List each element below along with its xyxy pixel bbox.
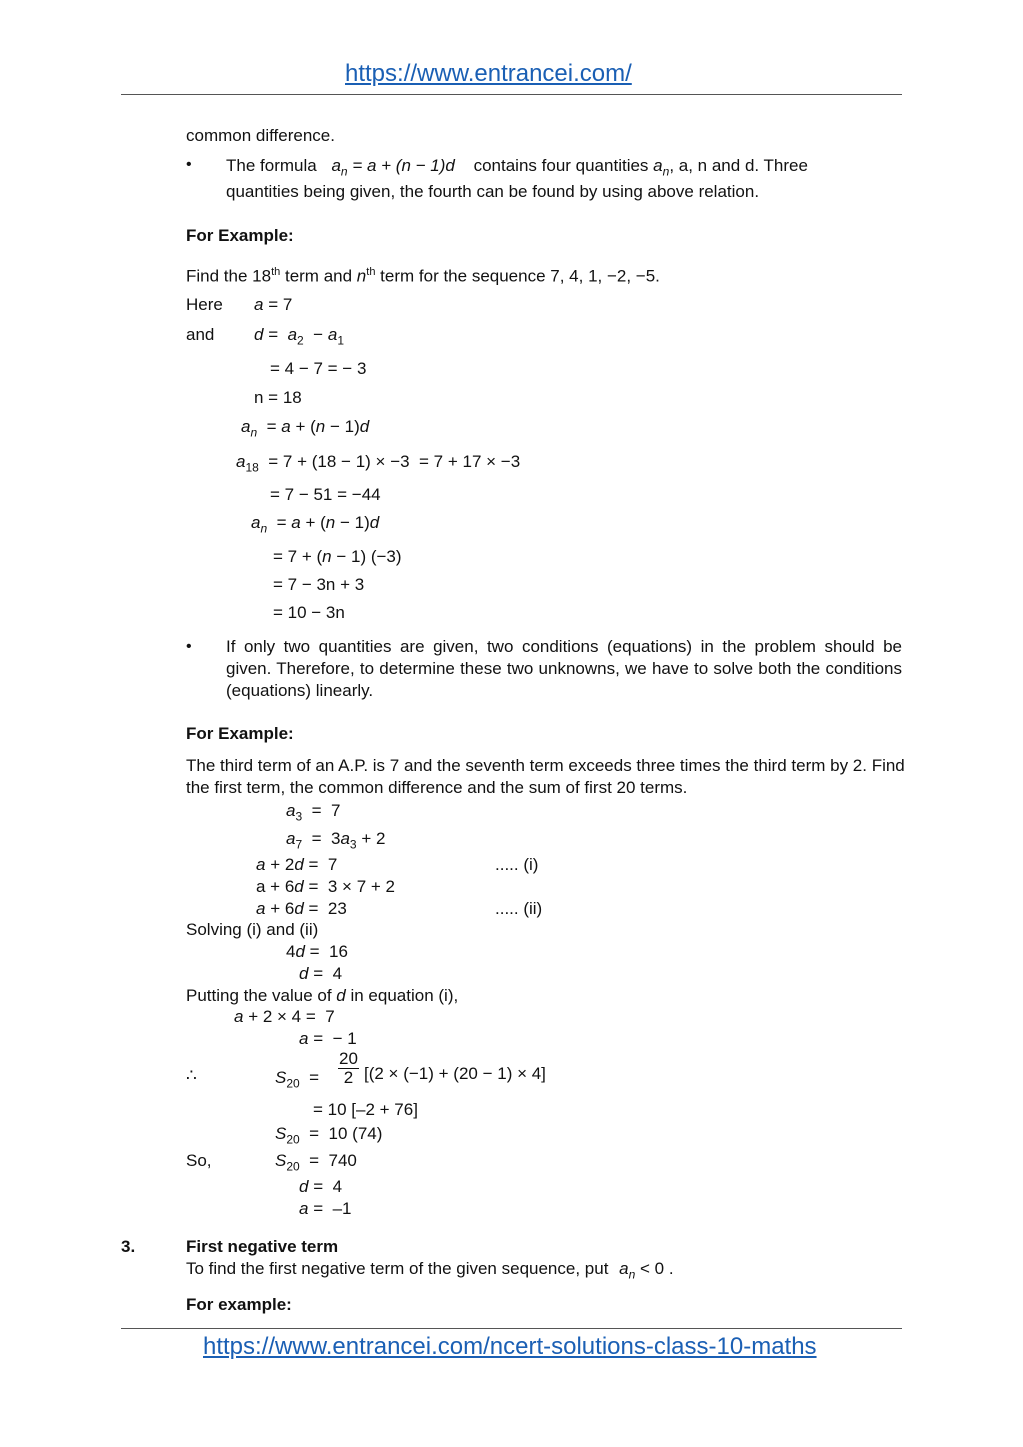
ex2-r12: $S_{20} = 740$ xyxy=(275,1151,357,1174)
ex2-r8: a + 2 × 4 = 7 xyxy=(234,1007,335,1026)
ex1-line1: = 4 − 7 = − 3 xyxy=(270,359,367,378)
ex2-r3: a + 2d = 7 xyxy=(256,855,338,874)
ex2-r4: a + 6d = 3 × 7 + 2 xyxy=(256,877,395,896)
d-eq: $d = a_2 - a_1$ xyxy=(254,325,344,348)
section3-title: First negative term xyxy=(186,1237,339,1256)
ex2-r5-tag: ..... (ii) xyxy=(495,899,543,918)
ex2-r14: a = –1 xyxy=(299,1199,352,1218)
ex1-line5: = 7 − 51 = −44 xyxy=(270,485,381,504)
ex2-r13: d = 4 xyxy=(299,1177,343,1196)
footer-rule xyxy=(121,1328,902,1329)
bullet1-line1: The formula $a_n = a + (n - 1)d$ contains four quantities $a_n$, a, n and d. Three xyxy=(226,156,808,179)
section3-example: For example: xyxy=(186,1295,292,1314)
example2-heading: For Example: xyxy=(186,724,294,743)
example1-heading: For Example: xyxy=(186,226,294,245)
s20-lhs: $S_{20}$ = xyxy=(275,1068,320,1091)
ex2-r7: d = 4 xyxy=(299,964,343,983)
putting-label: Putting the value of d in equation (i), xyxy=(186,986,459,1005)
section3-number: 3. xyxy=(121,1237,136,1256)
ex2-r2: $a_7 = 3a_3 + 2$ xyxy=(286,829,386,852)
header-rule xyxy=(121,94,902,95)
ex1-line3: $a_n = a + (n - 1)d$ xyxy=(241,417,370,440)
a-eq: a = 7 xyxy=(254,295,293,314)
ex1-line4: $a_{18} = 7 + (18 - 1) \times -3 = 7 + 17 \times -3$ xyxy=(236,452,521,475)
therefore-symbol: ∴ xyxy=(186,1066,197,1085)
example1-question: Find the 18th term and $n^{th}$ term for the sequence 7, 4, 1, −2, −5. xyxy=(186,266,660,286)
ex1-line6: $a_n = a + (n - 1)d$ xyxy=(251,513,380,536)
ex2-r11: $S_{20} = 10$ (74) xyxy=(275,1124,383,1147)
so-label: So, xyxy=(186,1151,212,1170)
ex2-r3-tag: ..... (i) xyxy=(495,855,539,874)
ex1-line8: = 7 − 3n + 3 xyxy=(273,575,365,594)
ex1-line7: = 7 + (n − 1) (−3) xyxy=(273,547,402,566)
example2-question: The third term of an A.P. is 7 and the seventh term exceeds three times the third term by 2. Find the first term, the common difference and the sum of first 20 terms. xyxy=(186,756,905,797)
bullet-icon: • xyxy=(186,638,192,655)
bullet1-line2: quantities being given, the fourth can be found by using above relation. xyxy=(226,182,760,201)
bullet-icon: • xyxy=(186,156,192,173)
ex2-r1: $a_3 = 7$ xyxy=(286,801,341,824)
ex2-r6: 4d = 16 xyxy=(286,942,348,961)
header-link[interactable]: https://www.entrancei.com/ xyxy=(345,60,632,87)
bullet2-text: If only two quantities are given, two conditions (equations) in the problem should be given. Therefore, to determine these two unknowns, we have to solve both the conditions (equations) linearly. xyxy=(226,637,902,700)
solving-label: Solving (i) and (ii) xyxy=(186,920,319,939)
intro-line: common difference. xyxy=(186,126,335,145)
footer-link[interactable]: https://www.entrancei.com/ncert-solutions-class-10-maths xyxy=(203,1333,817,1360)
ex2-r10: = 10 [–2 + 76] xyxy=(313,1100,418,1119)
section3-text: To find the first negative term of the given sequence, put $a_n < 0$ . xyxy=(186,1259,674,1282)
ex1-line9: = 10 − 3n xyxy=(273,603,345,622)
s20-rest: [(2 × (−1) + (20 − 1) × 4] xyxy=(364,1064,546,1083)
ex2-r9: a = − 1 xyxy=(299,1029,357,1048)
ex2-r5: a + 6d = 23 xyxy=(256,899,347,918)
and-label: and xyxy=(186,325,215,344)
formula-text: $a_n = a + (n - 1)d$ xyxy=(331,156,455,179)
s20-fraction: $\frac{20}{2}$ xyxy=(339,1049,358,1087)
ex1-line2: n = 18 xyxy=(254,388,302,407)
here-label: Here xyxy=(186,295,223,314)
